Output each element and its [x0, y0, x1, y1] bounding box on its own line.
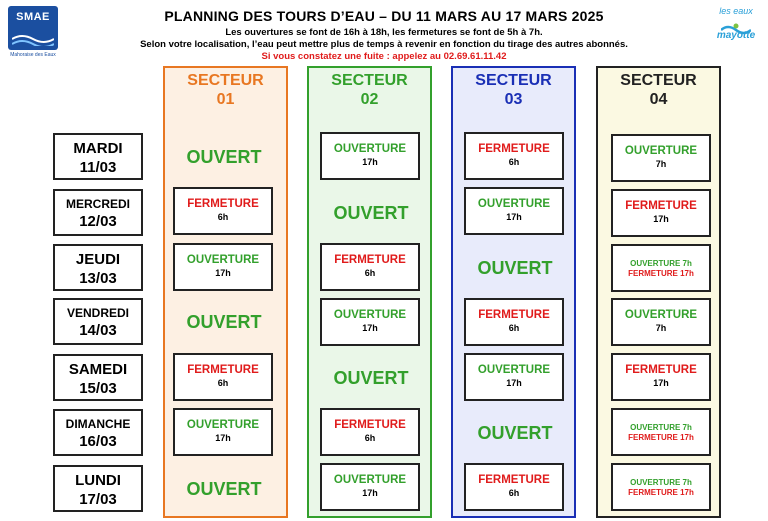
- status-label: OUVERTURE: [186, 254, 260, 266]
- status-label: OUVERTURE: [333, 474, 407, 486]
- status-ouverture-fermeture: [611, 408, 711, 456]
- status-fermeture-time: FERMETURE 17h: [628, 488, 694, 497]
- status-fermeture: [611, 353, 711, 401]
- status-ouverture: [173, 243, 273, 291]
- day-lundi: [53, 465, 143, 512]
- subtitle-hours: Les ouvertures se font de 16h à 18h, les fermetures se font de 5h à 7h.: [225, 27, 543, 38]
- status-ouverture-time: OUVERTURE 7h: [630, 423, 692, 432]
- day-date: 14/03: [79, 322, 117, 339]
- sector-number: 01: [216, 91, 235, 108]
- status-ouverture-time: OUVERTURE 7h: [630, 259, 692, 268]
- status-ouverture: [320, 132, 420, 180]
- day-name: MARDI: [73, 140, 123, 157]
- status-label: OUVERTURE: [477, 198, 551, 210]
- day-jeudi: [53, 244, 143, 291]
- status-fermeture: [611, 189, 711, 237]
- status-fermeture: [464, 298, 564, 346]
- status-ouvert: OUVERT: [333, 368, 409, 388]
- status-ouverture-fermeture: [611, 244, 711, 292]
- status-time: 6h: [217, 378, 229, 388]
- sector-label: SECTEUR: [620, 72, 697, 89]
- status-fermeture: [320, 243, 420, 291]
- status-ouverture: [611, 298, 711, 346]
- status-ouverture: [320, 298, 420, 346]
- day-date: 15/03: [79, 380, 117, 397]
- status-ouvert: OUVERT: [186, 479, 262, 499]
- status-ouverture: [173, 408, 273, 456]
- day-name: MERCREDI: [65, 197, 130, 211]
- status-ouverture: [320, 463, 420, 511]
- smae-logo-tagline: Mahoraise des Eaux: [10, 52, 56, 58]
- status-fermeture: [464, 463, 564, 511]
- sector-number: 02: [360, 91, 379, 108]
- day-name: DIMANCHE: [65, 417, 131, 431]
- day-vendredi: [53, 298, 143, 345]
- sector-label: SECTEUR: [331, 72, 408, 89]
- day-date: 11/03: [79, 159, 117, 176]
- status-time: 6h: [364, 268, 376, 278]
- status-fermeture-time: FERMETURE 17h: [628, 433, 694, 442]
- status-fermeture-time: FERMETURE 17h: [628, 269, 694, 278]
- status-label: FERMETURE: [334, 254, 406, 266]
- day-name: SAMEDI: [68, 361, 128, 378]
- status-ouvert: OUVERT: [333, 203, 409, 223]
- status-fermeture: [173, 187, 273, 235]
- sector-label: SECTEUR: [475, 72, 552, 89]
- page-title: PLANNING DES TOURS D’EAU – DU 11 MARS AU 17 MARS 2025: [164, 8, 604, 24]
- sector-header: [453, 71, 574, 109]
- status-label: FERMETURE: [478, 309, 550, 321]
- status-time: 6h: [364, 433, 376, 443]
- day-dimanche: [53, 409, 143, 456]
- status-label: FERMETURE: [625, 364, 697, 376]
- status-time: 17h: [506, 378, 522, 388]
- status-label: FERMETURE: [334, 419, 406, 431]
- status-ouvert: OUVERT: [186, 147, 262, 167]
- status-time: 6h: [508, 323, 520, 333]
- day-date: 12/03: [79, 213, 117, 230]
- status-time: 6h: [508, 157, 520, 167]
- status-label: OUVERTURE: [333, 143, 407, 155]
- status-label: OUVERTURE: [477, 364, 551, 376]
- sector-number: 04: [649, 91, 668, 108]
- status-label: FERMETURE: [187, 198, 259, 210]
- status-ouverture: [464, 187, 564, 235]
- day-mardi: [53, 133, 143, 180]
- status-label: OUVERTURE: [333, 309, 407, 321]
- status-time: 7h: [655, 323, 667, 333]
- status-fermeture: [320, 408, 420, 456]
- status-label: OUVERTURE: [624, 145, 698, 157]
- status-ouvert: OUVERT: [477, 258, 553, 278]
- status-ouvert: OUVERT: [186, 312, 262, 332]
- subtitle-leak-phone: Si vous constatez une fuite : appelez au 02.69.61.11.42: [261, 51, 507, 62]
- status-label: FERMETURE: [625, 200, 697, 212]
- status-time: 17h: [506, 212, 522, 222]
- day-date: 13/03: [79, 270, 117, 287]
- status-time: 17h: [362, 488, 378, 498]
- status-ouverture-time: OUVERTURE 7h: [630, 478, 692, 487]
- status-fermeture: [464, 132, 564, 180]
- status-time: 17h: [653, 214, 669, 224]
- day-mercredi: [53, 189, 143, 236]
- day-name: JEUDI: [75, 251, 121, 268]
- status-label: FERMETURE: [187, 364, 259, 376]
- subtitle-localisation: Selon votre localisation, l’eau peut mettre plus de temps à revenir en fonction du tirage des autres abonnés.: [140, 39, 628, 50]
- status-ouvert: OUVERT: [477, 423, 553, 443]
- day-date: 17/03: [79, 491, 117, 508]
- status-time: 17h: [362, 323, 378, 333]
- sector-header: [165, 71, 286, 109]
- day-name: VENDREDI: [66, 306, 129, 320]
- sector-header: [598, 71, 719, 109]
- sector-label: SECTEUR: [187, 72, 264, 89]
- day-samedi: [53, 354, 143, 401]
- status-time: 17h: [653, 378, 669, 388]
- day-date: 16/03: [79, 433, 117, 450]
- status-ouverture-fermeture: [611, 463, 711, 511]
- status-label: OUVERTURE: [624, 309, 698, 321]
- status-label: FERMETURE: [478, 143, 550, 155]
- sector-number: 03: [504, 91, 523, 108]
- status-time: 6h: [217, 212, 229, 222]
- status-time: 6h: [508, 488, 520, 498]
- status-time: 7h: [655, 159, 667, 169]
- status-time: 17h: [362, 157, 378, 167]
- status-time: 17h: [215, 268, 231, 278]
- status-label: OUVERTURE: [186, 419, 260, 431]
- status-time: 17h: [215, 433, 231, 443]
- smae-logo-text: SMAE: [16, 11, 50, 23]
- mayotte-logo-top: les eaux: [719, 6, 753, 16]
- status-ouverture: [611, 134, 711, 182]
- status-ouverture: [464, 353, 564, 401]
- mayotte-logo-bottom: mayotte: [716, 30, 756, 41]
- status-fermeture: [173, 353, 273, 401]
- day-name: LUNDI: [75, 472, 121, 489]
- status-label: FERMETURE: [478, 474, 550, 486]
- sector-header: [309, 71, 430, 109]
